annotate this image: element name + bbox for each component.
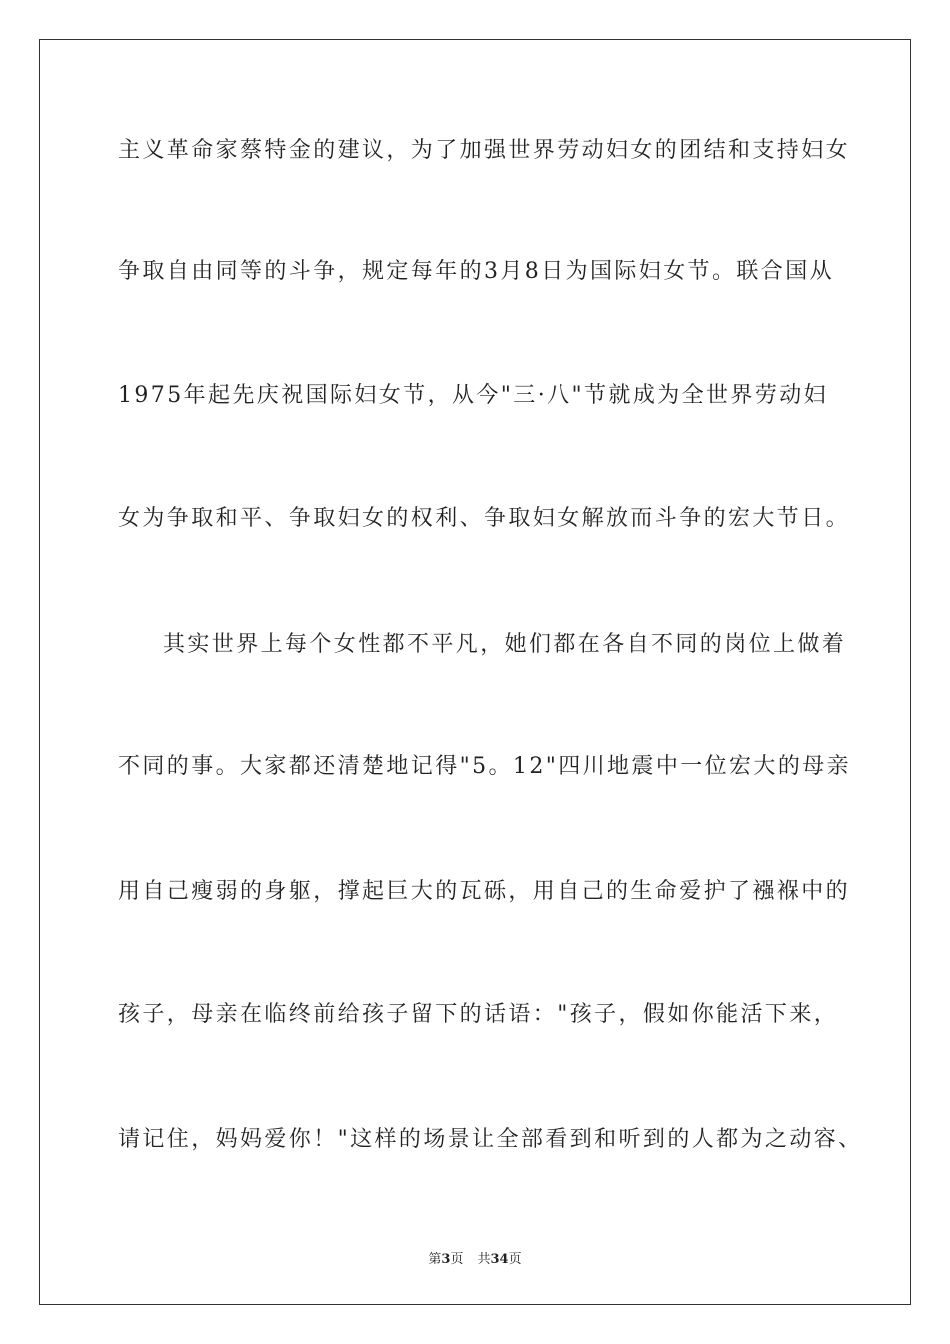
- paragraph-line-6: 不同的事。大家都还清楚地记得"5。12"四川地震中一位宏大的母亲: [118, 754, 852, 779]
- paragraph-line-2: 争取自由同等的斗争，规定每年的3月8日为国际妇女节。联合国从: [118, 259, 834, 284]
- paragraph-line-3: 1975年起先庆祝国际妇女节，从今"三·八"节就成为全世界劳动妇: [118, 383, 829, 408]
- paragraph-line-1: 主义革命家蔡特金的建议，为了加强世界劳动妇女的团结和支持妇女: [118, 138, 851, 163]
- total-pages: 34: [490, 1252, 509, 1267]
- page-prefix: 第: [428, 1252, 442, 1267]
- paragraph-line-4: 女为争取和平、争取妇女的权利、争取妇女解放而斗争的宏大节日。: [118, 506, 851, 531]
- paragraph-line-5: 其实世界上每个女性都不平凡，她们都在各自不同的岗位上做着: [163, 632, 847, 657]
- page-border: [39, 39, 911, 1305]
- total-prefix: 共: [477, 1252, 491, 1267]
- paragraph-line-8: 孩子，母亲在临终前给孩子留下的话语："孩子，假如你能活下来，: [118, 1002, 839, 1027]
- page-number: 3: [441, 1252, 451, 1267]
- page-suffix: 页: [450, 1252, 464, 1267]
- paragraph-line-7: 用自己瘦弱的身躯，撑起巨大的瓦砾，用自己的生命爱护了襁褓中的: [118, 879, 851, 904]
- paragraph-line-9: 请记住，妈妈爱你！"这样的场景让全部看到和听到的人都为之动容、: [118, 1127, 863, 1152]
- page-footer: [0, 1248, 950, 1267]
- total-suffix: 页: [508, 1252, 522, 1267]
